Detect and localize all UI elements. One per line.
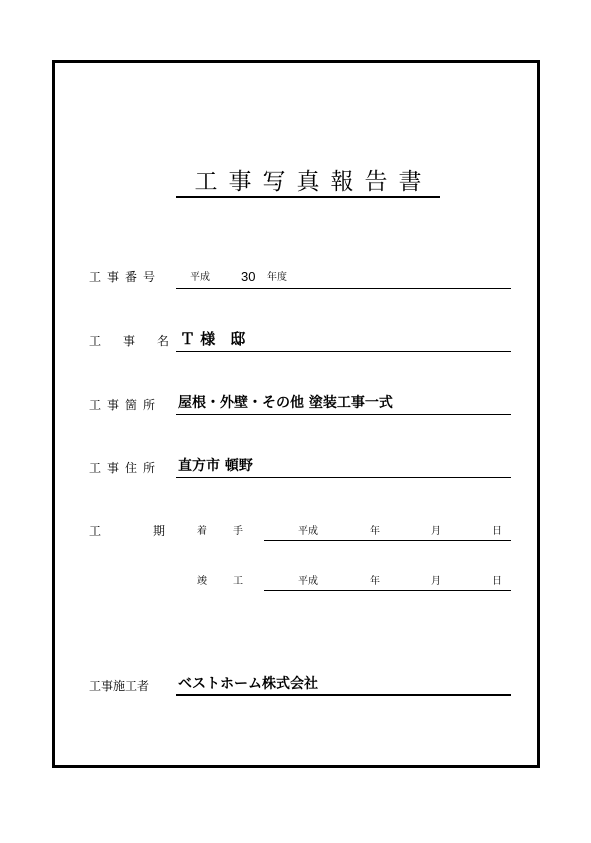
period-start-year: 年 bbox=[370, 526, 380, 537]
period-start-underline bbox=[264, 540, 511, 541]
period-end-underline bbox=[264, 590, 511, 591]
construction-number-suffix: 年度 bbox=[267, 272, 287, 283]
period-end-month: 月 bbox=[431, 576, 441, 587]
contractor-value: ベストホーム株式会社 bbox=[178, 676, 318, 692]
construction-name-label: 工事名 bbox=[89, 334, 192, 348]
period-end-era: 平成 bbox=[298, 576, 318, 587]
period-start-label: 着手 bbox=[197, 526, 269, 537]
contractor-underline bbox=[176, 694, 511, 696]
construction-location-value: 屋根・外壁・その他 塗装工事一式 bbox=[178, 395, 393, 411]
construction-number-label-text: 工事番号 bbox=[89, 270, 162, 284]
construction-address-value: 直方市 頓野 bbox=[178, 458, 253, 474]
construction-name-underline bbox=[176, 351, 511, 352]
construction-number-year: 30 bbox=[241, 269, 256, 284]
title-underline bbox=[176, 196, 440, 198]
period-start-day: 日 bbox=[492, 526, 502, 537]
construction-number-era: 平成 bbox=[190, 272, 210, 283]
period-start-month: 月 bbox=[431, 526, 441, 537]
construction-location-underline bbox=[176, 414, 511, 415]
period-end-label: 竣工 bbox=[197, 576, 269, 587]
construction-location-label: 工事箇所 bbox=[89, 398, 162, 412]
construction-number-label bbox=[89, 269, 162, 285]
period-end-day: 日 bbox=[492, 576, 502, 587]
construction-period-label: 工期 bbox=[89, 524, 218, 538]
construction-name-value: Ｔ 様 邸 bbox=[180, 330, 246, 348]
construction-address-underline bbox=[176, 477, 511, 478]
period-start-era: 平成 bbox=[298, 526, 318, 537]
document-title: 工事写真報告書 bbox=[194, 169, 433, 195]
construction-number-underline bbox=[176, 288, 511, 289]
period-end-year: 年 bbox=[370, 576, 380, 587]
contractor-label: 工事施工者 bbox=[89, 679, 150, 693]
construction-address-label: 工事住所 bbox=[89, 461, 162, 475]
